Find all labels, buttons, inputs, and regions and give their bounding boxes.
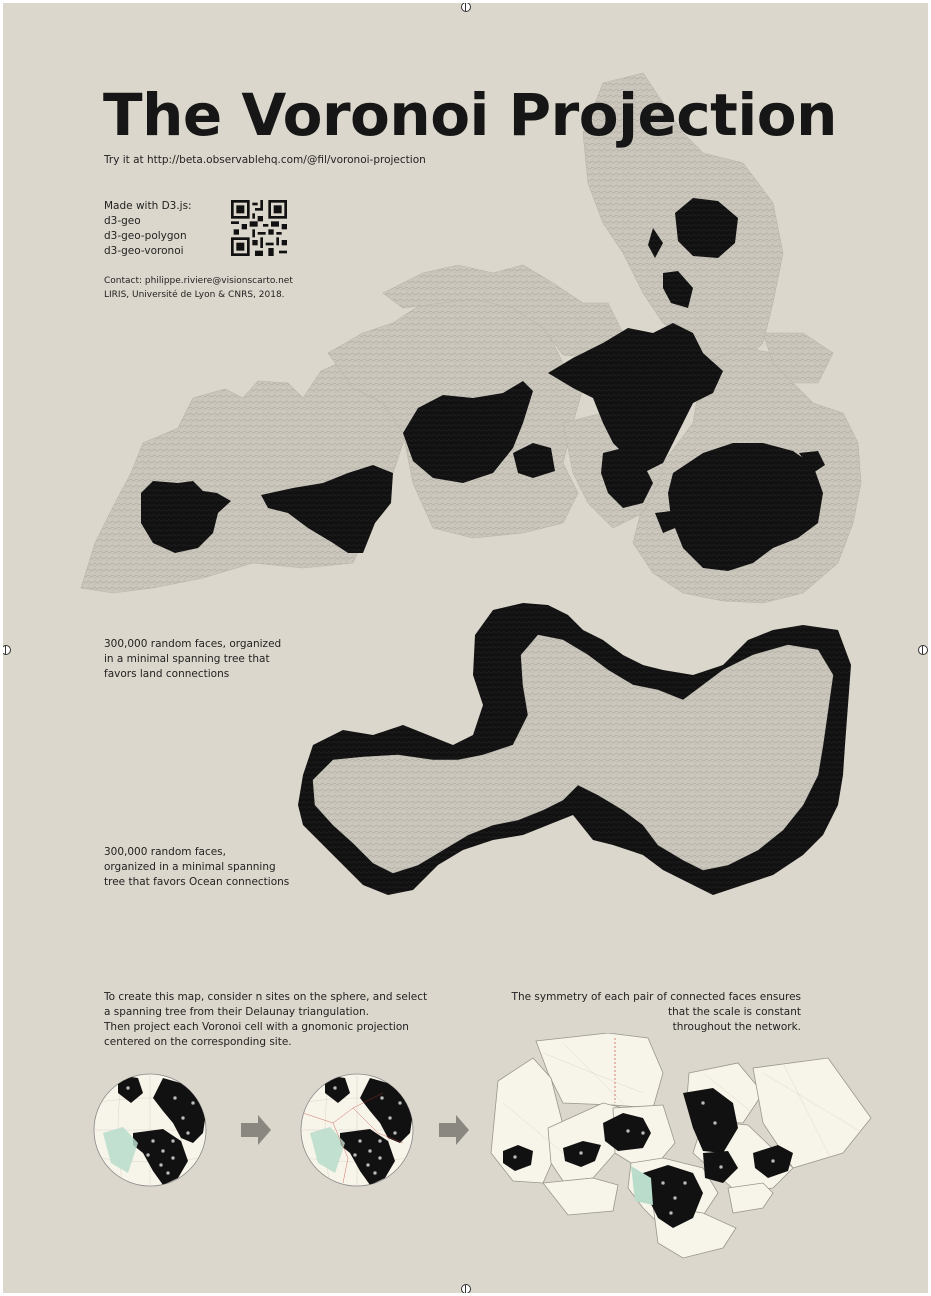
registration-mark: [461, 1284, 471, 1293]
explanation-line: Then project each Voronoi cell with a gnomonic projection: [104, 1021, 409, 1033]
contact-email[interactable]: Contact: philippe.riviere@visionscarto.net: [104, 276, 293, 286]
construction-diagram: [3, 1033, 928, 1263]
explanation-line: that the scale is constant: [668, 1006, 801, 1018]
poster: [3, 3, 928, 1293]
library-d3-geo: d3-geo: [104, 215, 141, 227]
explanation-line: a spanning tree from their Delaunay triangulation.: [104, 1006, 370, 1018]
voronoi-net: [491, 1033, 871, 1258]
arrow-right-icon: [439, 1115, 469, 1145]
caption-ocean: [104, 845, 289, 890]
caption-ocean-line: 300,000 random faces,: [104, 846, 226, 858]
qr-code[interactable]: [231, 200, 287, 256]
caption-land: [104, 637, 281, 682]
made-with-list: [104, 199, 192, 259]
explanation-line: throughout the network.: [672, 1021, 801, 1033]
explanation-right: [503, 990, 801, 1035]
caption-land-line: in a minimal spanning tree that: [104, 653, 270, 665]
page-title: The Voronoi Projection: [103, 81, 837, 149]
library-d3-geo-voronoi: d3-geo-voronoi: [104, 245, 184, 257]
globe-sites: [94, 1074, 206, 1186]
globe-voronoi: [301, 1074, 413, 1186]
contact-block: [104, 274, 293, 302]
explanation-line: To create this map, consider n sites on the sphere, and select: [104, 991, 428, 1003]
caption-land-line: favors land connections: [104, 668, 230, 680]
library-d3-geo-polygon: d3-geo-polygon: [104, 230, 187, 242]
caption-ocean-line: organized in a minimal spanning: [104, 861, 276, 873]
explanation-line: centered on the corresponding site.: [104, 1036, 292, 1048]
caption-ocean-line: tree that favors Ocean connections: [104, 876, 290, 888]
affiliation: LIRIS, Université de Lyon & CNRS, 2018.: [104, 290, 285, 300]
arrow-right-icon: [241, 1115, 271, 1145]
made-with-label: Made with D3.js:: [104, 200, 192, 212]
explanation-line: The symmetry of each pair of connected faces ensures: [511, 991, 801, 1003]
caption-land-line: 300,000 random faces, organized: [104, 638, 282, 650]
try-it-link[interactable]: Try it at http://beta.observablehq.com/@fil/voronoi-projection: [104, 154, 426, 166]
